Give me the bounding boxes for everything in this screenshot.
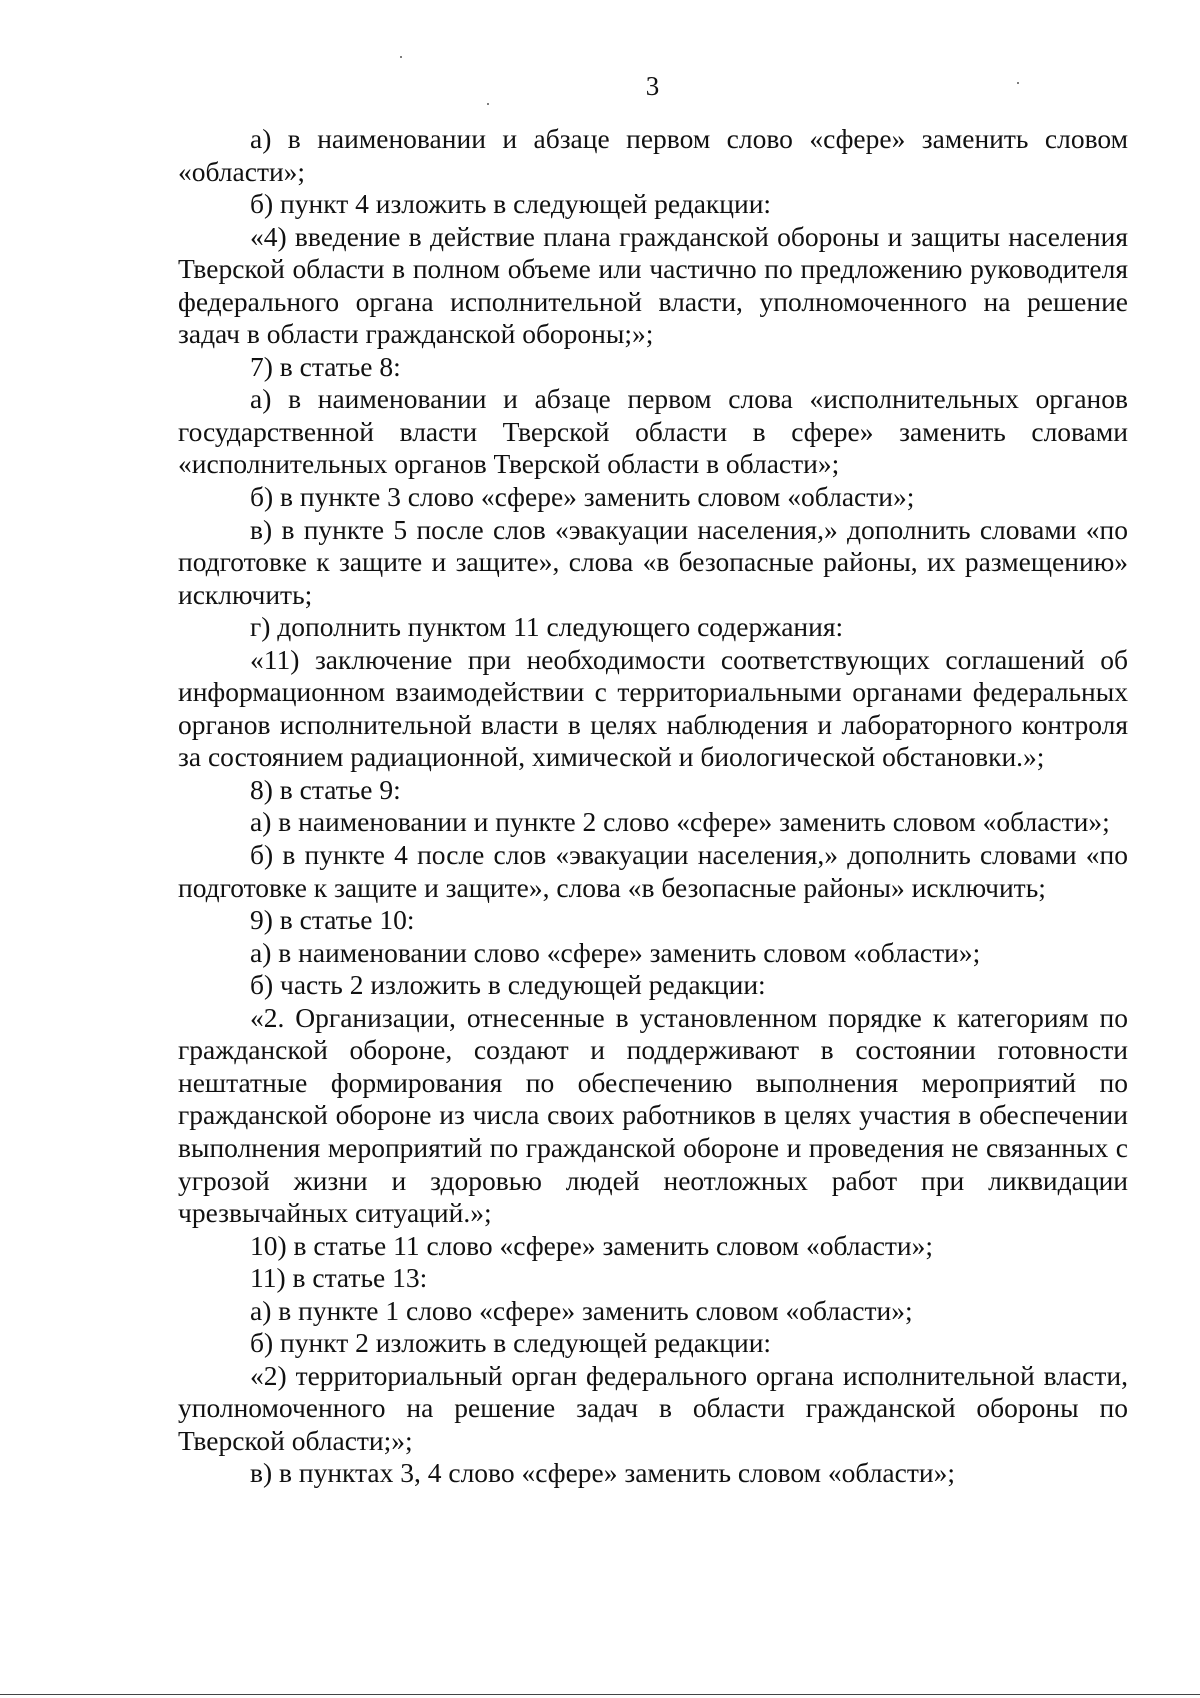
paragraph: а) в наименовании слово «сфере» заменить словом «области»; [250,936,981,968]
paragraph: б) часть 2 изложить в следующей редакции: [250,969,766,1001]
paragraph: б) пункт 4 изложить в следующей редакции: [250,188,772,220]
paragraph: 9) в статье 10: [250,904,415,936]
paragraph: в) в пункте 5 после слов «эвакуации населения,» дополнить словами «по подготовке к защите и защите», слова «в безопасные районы, их размещению» исключить; [178,513,1128,610]
scan-edge-line [0,1694,1200,1695]
paragraph: «4) введение в действие плана гражданской обороны и защиты населения Тверской области в полном объеме или частично по предложению руководителя федерального органа исполнительной власти, уполномоченного на решение задач в области гражданской обороны;»; [178,220,1128,350]
paragraph: а) в наименовании и абзаце первом слова «исполнительных органов государственной власти Тверской области в сфере» заменить словами «исполнительных органов Тверской области в области»; [178,383,1128,480]
scan-speck [400,56,402,58]
paragraph: г) дополнить пунктом 11 следующего содержания: [250,611,844,643]
paragraph: а) в наименовании и пункте 2 слово «сфере» заменить словом «области»; [250,806,1110,838]
paragraph: б) пункт 2 изложить в следующей редакции: [250,1327,772,1359]
scan-speck [487,103,489,105]
paragraph: «2) территориальный орган федерального органа исполнительной власти, уполномоченного на решение задач в области гражданской обороны по Тверской области;»; [178,1359,1128,1456]
paragraph: 10) в статье 11 слово «сфере» заменить словом «области»; [250,1229,934,1261]
paragraph: 11) в статье 13: [250,1262,428,1294]
paragraph: 7) в статье 8: [250,350,401,382]
paragraph: а) в пункте 1 слово «сфере» заменить словом «области»; [250,1294,913,1326]
page-number: 3 [645,71,660,101]
paragraph: а) в наименовании и абзаце первом слово «сфере» заменить словом «области»; [178,123,1128,187]
paragraph: в) в пунктах 3, 4 слово «сфере» заменить словом «области»; [250,1457,955,1489]
paragraph: «11) заключение при необходимости соответствующих соглашений об информационном взаимодействии с территориальными органами федеральных органов исполнительной власти в целях наблюдения и лабораторного контроля за состоянием радиационной, химической и биологической обстановки.»; [178,643,1128,773]
paragraph: «2. Организации, отнесенные в установленном порядке к категориям по гражданской обороне, создают и поддерживают в состоянии готовности нештатные формирования по обеспечению выполнения мероприятий по гражданской обороне из числа своих работников в целях участия в обеспечении выполнения мероприятий по гражданской обороне и проведения не связанных с угрозой жизни и здоровью людей неотложных работ при ликвидации чрезвычайных ситуаций.»; [178,1001,1128,1229]
paragraph: б) в пункте 4 после слов «эвакуации населения,» дополнить словами «по подготовке к защите и защите», слова «в безопасные районы» исключить; [178,839,1128,903]
paragraph: 8) в статье 9: [250,773,401,805]
paragraph: б) в пункте 3 слово «сфере» заменить словом «области»; [250,481,915,513]
document-body [178,123,1128,1490]
